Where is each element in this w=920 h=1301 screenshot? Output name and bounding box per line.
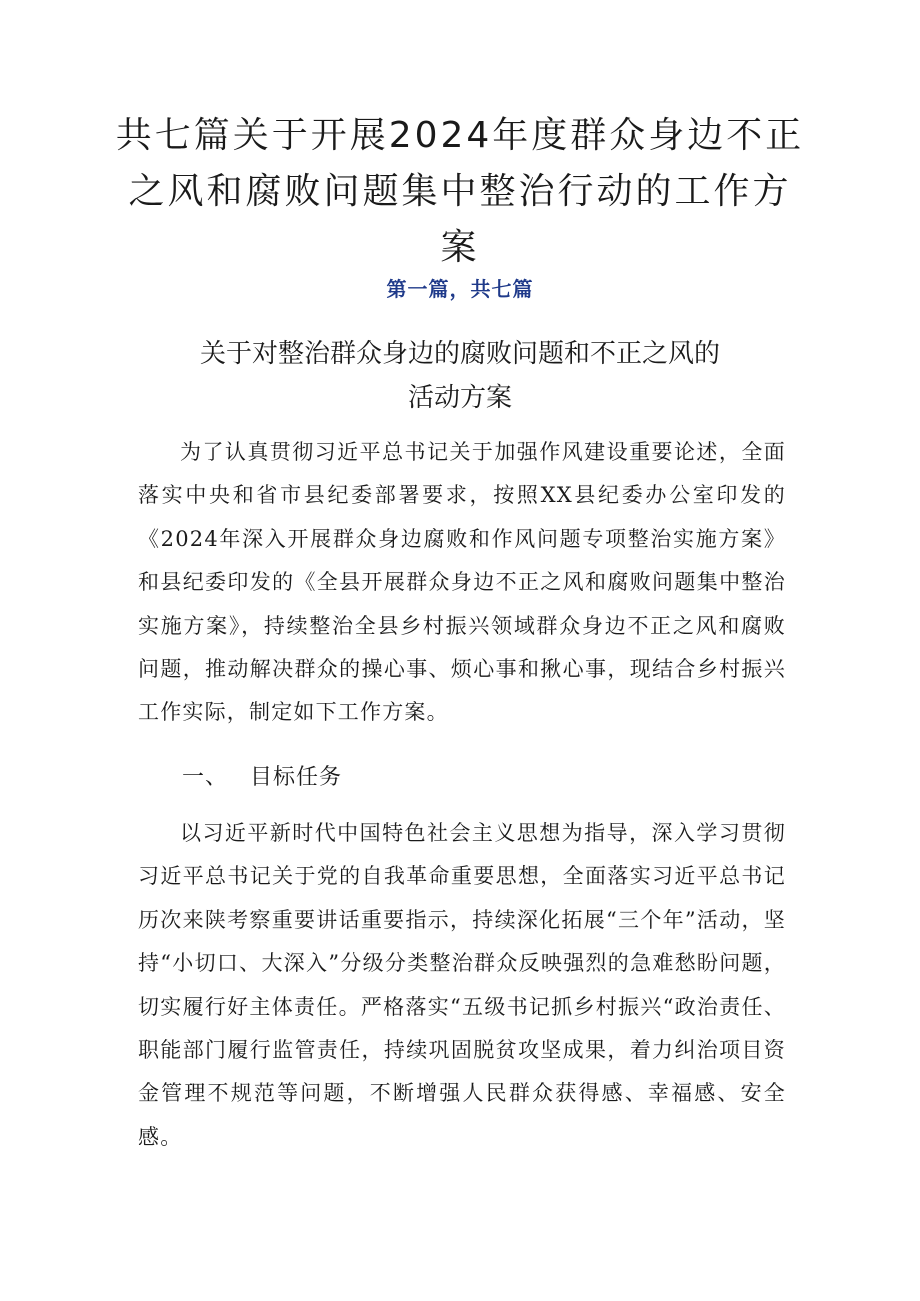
document-title: 共七篇关于开展2024年度群众身边不正之风和腐败问题集中整治行动的工作方案: [115, 115, 805, 268]
section-heading-goals: [182, 760, 342, 796]
section-heading-text: 目标任务: [250, 765, 343, 790]
goals-paragraph: 以习近平新时代中国特色社会主义思想为指导，深入学习贯彻习近平总书记关于党的自我革命重要思想，全面落实习近平总书记历次来陕考察重要讲话重要指示，持续深化拓展“三个年”活动，坚持“小切口、大深入”分级分类整治群众反映强烈的急难愁盼问题，切实履行好主体责任。严格落实“五级书记抓乡村振兴“政治责任、职能部门履行监管责任，持续巩固脱贫攻坚成果，着力纠治项目资金管理不规范等问题，不断增强人民群众获得感、幸福感、安全感。: [138, 821, 786, 1149]
intro-paragraph: 为了认真贯彻习近平总书记关于加强作风建设重要论述，全面落实中央和省市县纪委部署要求，按照XX县纪委办公室印发的《2024年深入开展群众身边腐败和作风问题专项整治实施方案》和县纪委印发的《全县开展群众身边不正之风和腐败问题集中整治实施方案》，持续整治全县乡村振兴领域群众身边不正之风和腐败问题，推动解决群众的操心事、烦心事和揪心事，现结合乡村振兴工作实际，制定如下工作方案。: [138, 440, 786, 725]
section-heading-number: 一、: [182, 765, 229, 790]
section-label: 第一篇，共七篇: [386, 277, 534, 301]
sub-title-line-1: 关于对整治群众身边的腐败问题和不正之风的: [199, 339, 720, 369]
sub-title-line-2: 活动方案: [407, 383, 512, 413]
sub-title: [160, 332, 760, 420]
